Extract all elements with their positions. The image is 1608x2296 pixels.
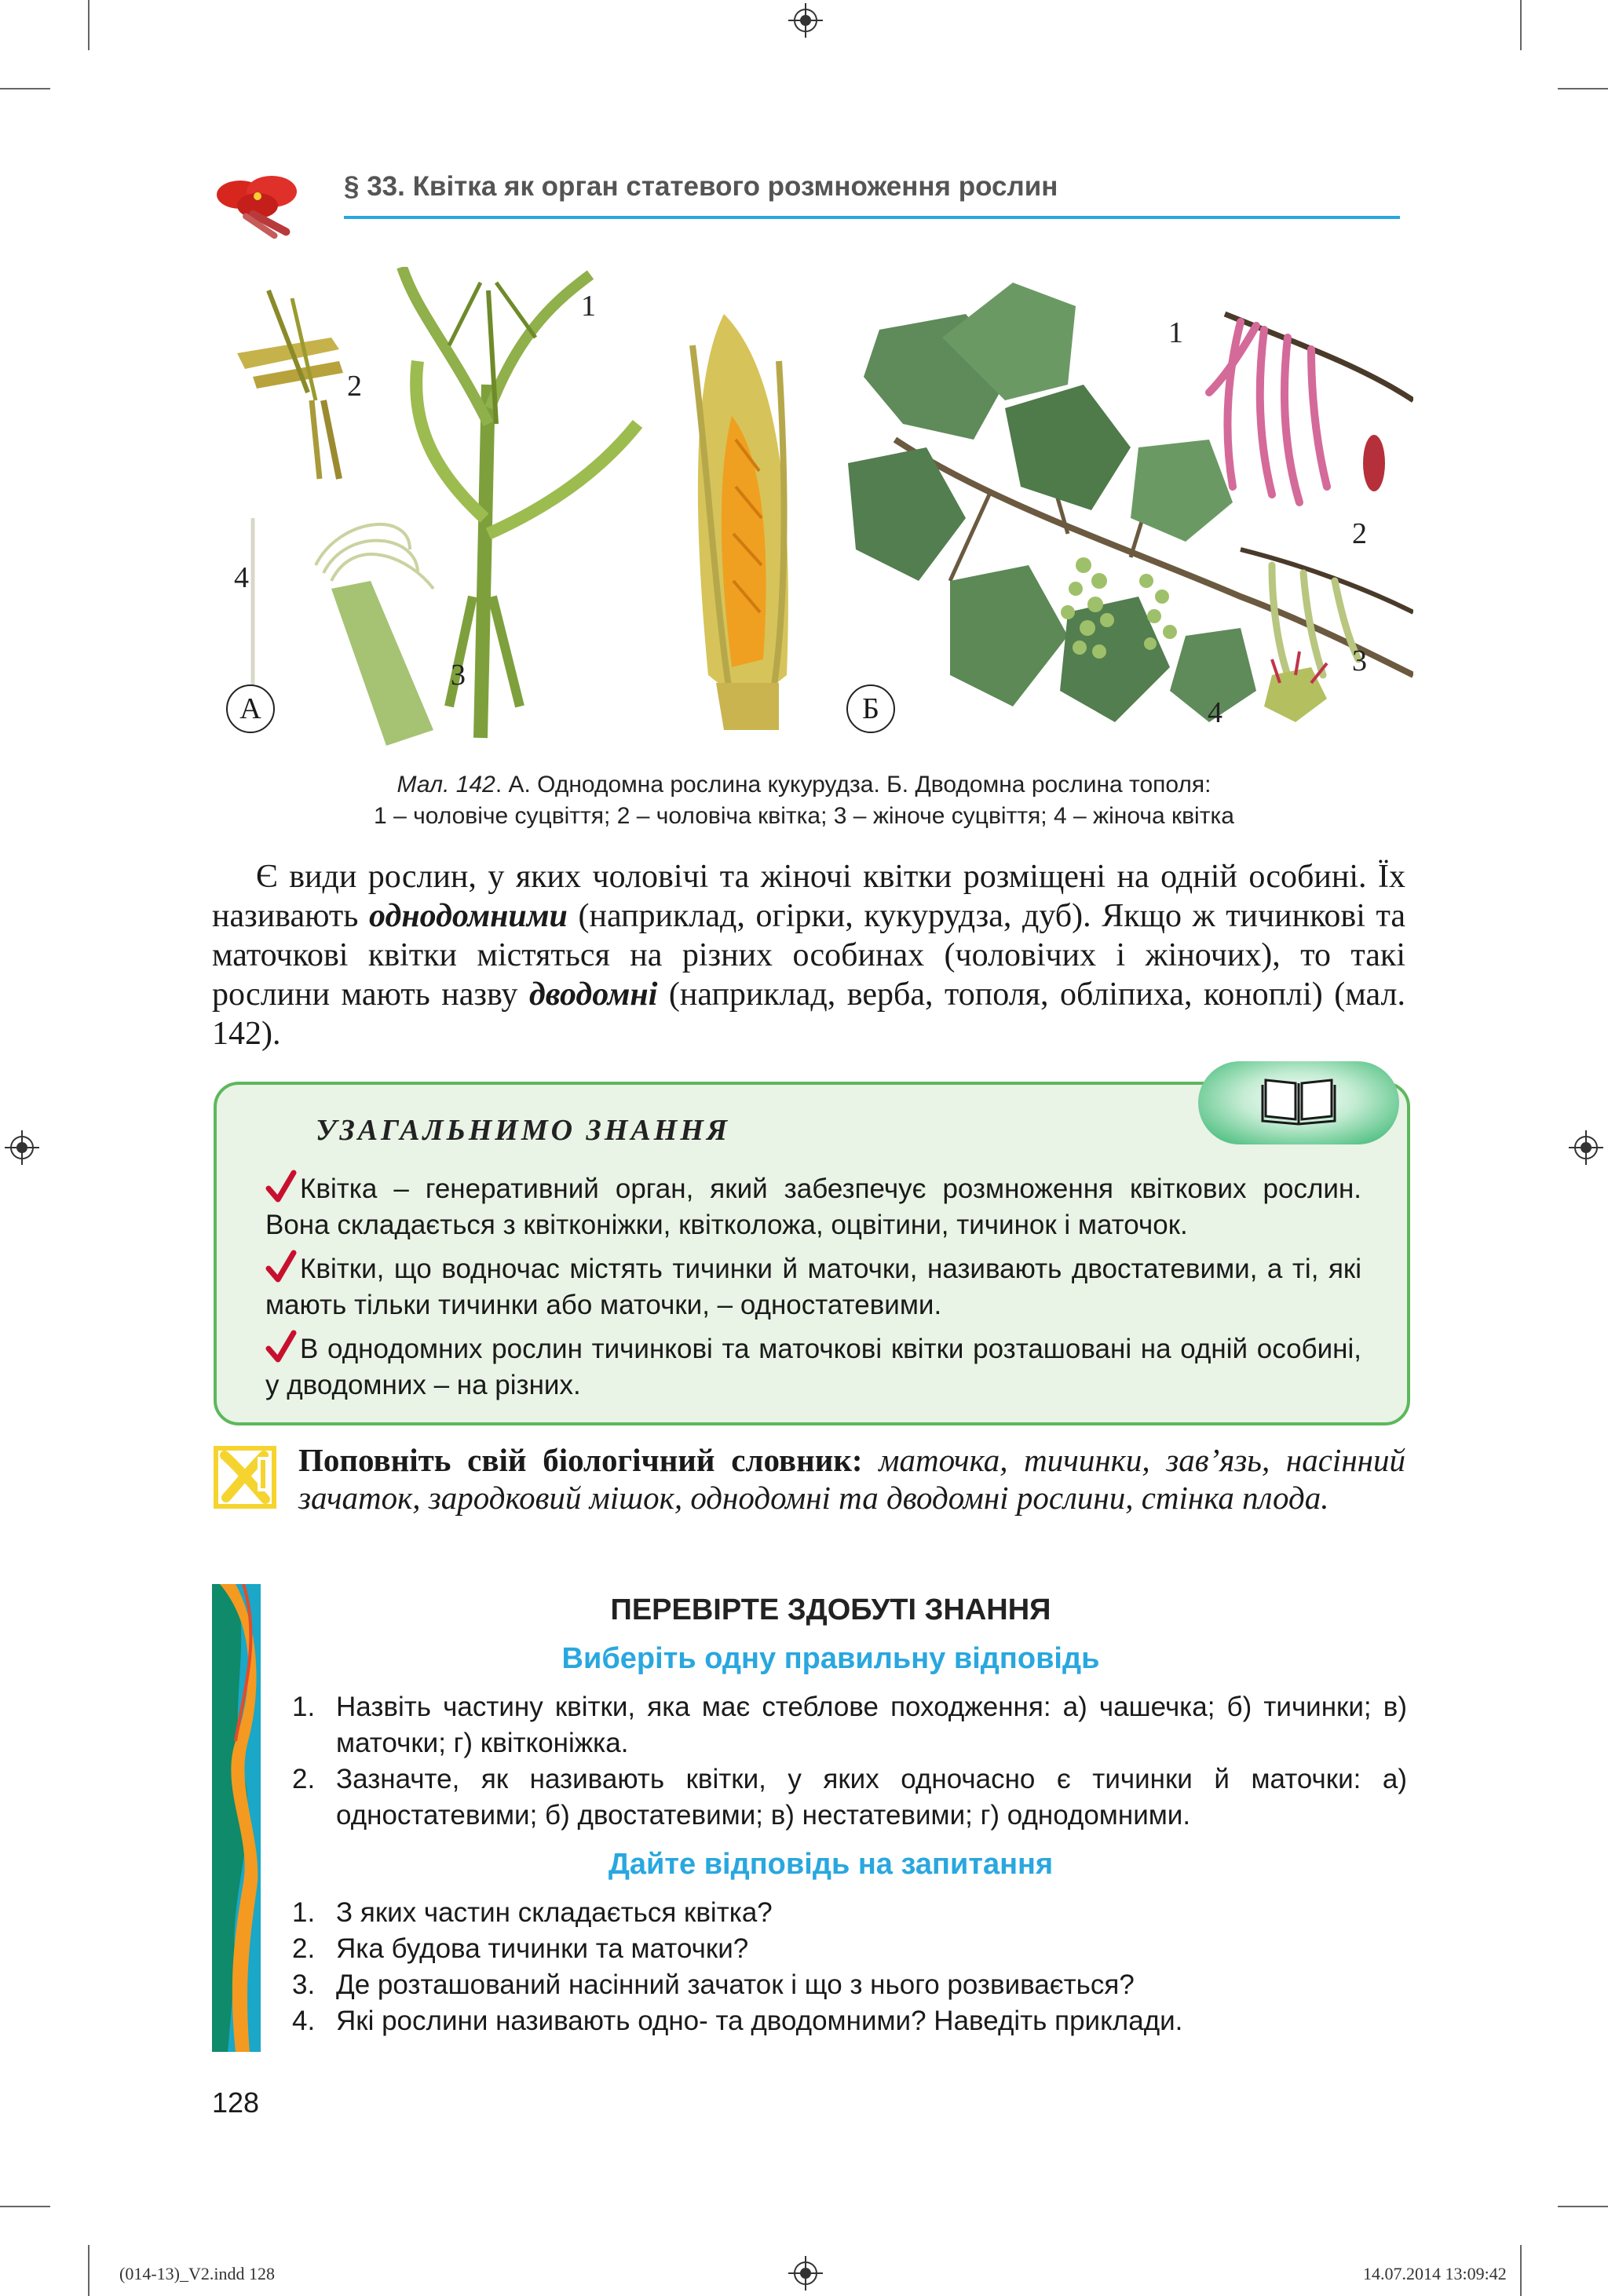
summary-list: [265, 1170, 1361, 1410]
question-text: З яких частин складається квітка?: [336, 1897, 773, 1928]
open-book-icon: [1261, 1074, 1336, 1126]
crop-mark: [1558, 88, 1608, 89]
poplar-illustration: [832, 283, 1413, 746]
question-text: Де розташований насінний зачаток і що з нього розвивається?: [336, 1969, 1135, 2000]
question-list-1: [292, 1689, 1407, 1834]
figure-b-label-1: 1: [1168, 316, 1183, 349]
question-text: Які рослини називають одно- та дводомними? Наведіть приклади.: [336, 2006, 1183, 2036]
red-flower-icon: [210, 171, 305, 242]
paragraph-part-2: (наприклад, огірки, кукурудза, дуб). Якщо ж тичинкові та маточкові квітки містяться на різних особинах (чоловічих і жіночих), то такі рослини мають назву: [212, 898, 1405, 1013]
summary-item-text: В однодомних рослин тичинкові та маточкові квітки розташовані на одній особині, у дводомних – на різних.: [265, 1334, 1361, 1400]
dictionary-text: [298, 1441, 1405, 1517]
header-rule: [344, 216, 1400, 219]
crop-mark: [1520, 2245, 1522, 2296]
figure-b-label-3: 3: [1352, 644, 1367, 677]
registration-mark-icon: [1569, 1130, 1603, 1165]
figure-caption: [236, 769, 1372, 832]
question-text: Яка будова тичинки та маточки?: [336, 1933, 749, 1964]
caption-line-2: 1 – чоловіче суцвіття; 2 – чоловіча квітка; 3 – жіноче суцвіття; 4 – жіноча квітка: [374, 803, 1234, 829]
figure-a-label-2: 2: [347, 370, 362, 403]
registration-mark-icon: [5, 1130, 39, 1165]
caption-prefix: Мал. 142: [397, 772, 495, 798]
question-number: 1.: [292, 1897, 316, 1928]
question-number: 2.: [292, 1764, 316, 1794]
term-dioecious: дводомні: [528, 976, 658, 1013]
figure-b-label-4: 4: [1208, 696, 1222, 729]
registration-mark-icon: [788, 2256, 823, 2291]
figure-a-label-4: 4: [234, 561, 249, 594]
crop-mark: [88, 0, 90, 50]
term-monoecious: однодомними: [369, 898, 568, 934]
caption-line-1: . А. Однодомна рослина кукурудза. Б. Дводомна рослина тополя:: [495, 772, 1211, 798]
paragraph-part-3: (наприклад, верба, тополя, обліпиха, коноплі) (мал. 142).: [212, 976, 1405, 1052]
dictionary-icon: [212, 1444, 278, 1510]
body-paragraph: [212, 857, 1405, 1053]
crop-mark: [0, 2206, 50, 2207]
crop-mark: [1558, 2206, 1608, 2207]
summary-item-text: Квітка – генеративний орган, який забезпечує розмноження квіткових рослин. Вона складається з квітконіжки, квітколожа, оцвітини, тичинок і маточок.: [265, 1174, 1361, 1240]
figure-a-label-1: 1: [581, 290, 596, 323]
question-number: 1.: [292, 1692, 316, 1722]
crop-mark: [1520, 0, 1522, 50]
paragraph-part-1: Є види рослин, у яких чоловічі та жіночі квітки розміщені на одній особині. Їх називають: [212, 859, 1405, 934]
section-1-title: Виберіть одну правильну відповідь: [561, 1642, 1100, 1675]
summary-title: УЗАГАЛЬНИМО ЗНАННЯ: [316, 1114, 731, 1147]
checkmark-icon: [265, 1250, 297, 1284]
section-title: § 33. Квітка як орган статевого розмноження рослин: [344, 171, 1058, 202]
question-number: 3.: [292, 1969, 316, 2000]
summary-item-text: Квітки, що водночас містять тичинки й маточки, називають двостатевими, а ті, які мають тільки тичинки або маточки, – одностатевими.: [265, 1254, 1361, 1320]
section-2-title: Дайте відповідь на запитання: [608, 1848, 1054, 1881]
summary-item: [265, 1330, 1361, 1404]
figure-b-circle-label: Б: [846, 684, 895, 733]
question-item: [292, 2003, 1407, 2039]
footer-file-info: (014-13)_V2.indd 128: [119, 2264, 275, 2283]
checkmark-icon: [265, 1330, 297, 1364]
figure-b-label-2: 2: [1352, 517, 1367, 550]
question-item: [292, 1967, 1407, 2003]
question-number: 4.: [292, 2006, 316, 2036]
question-item: [292, 1689, 1407, 1761]
question-item: [292, 1931, 1407, 1967]
question-number: 2.: [292, 1933, 316, 1964]
question-item: [292, 1895, 1407, 1931]
question-list-2: [292, 1895, 1407, 2039]
checkmark-icon: [265, 1170, 297, 1204]
summary-item: [265, 1170, 1361, 1243]
question-item: [292, 1761, 1407, 1834]
dictionary-lead: Поповніть свій біологічний словник:: [298, 1442, 863, 1478]
figure-a-circle-label: А: [226, 684, 275, 733]
footer-timestamp: 14.07.2014 13:09:42: [1363, 2264, 1507, 2283]
page-number: 128: [212, 2086, 260, 2119]
registration-mark-icon: [788, 3, 823, 38]
decorative-stripe: [212, 1584, 261, 2052]
check-title: ПЕРЕВІРТЕ ЗДОБУТІ ЗНАННЯ: [610, 1593, 1051, 1626]
summary-item: [265, 1250, 1361, 1323]
figure-a-label-3: 3: [451, 659, 466, 692]
question-text: Назвіть частину квітки, яка має стеблове походження: а) чашечка; б) тичинки; в) маточки; г) квітконіжка.: [336, 1692, 1407, 1758]
question-text: Зазначте, як називають квітки, у яких одночасно є тичинки й маточки: а) одностатевими; б) двостатевими; в) нестатевими; г) однодомними.: [336, 1764, 1407, 1831]
crop-mark: [88, 2245, 90, 2296]
dictionary-terms: маточка, тичинки, зав’язь, насінний зачаток, зародковий мішок, однодомні та дводомні рослини, стінка плода.: [298, 1442, 1405, 1516]
crop-mark: [0, 88, 50, 89]
